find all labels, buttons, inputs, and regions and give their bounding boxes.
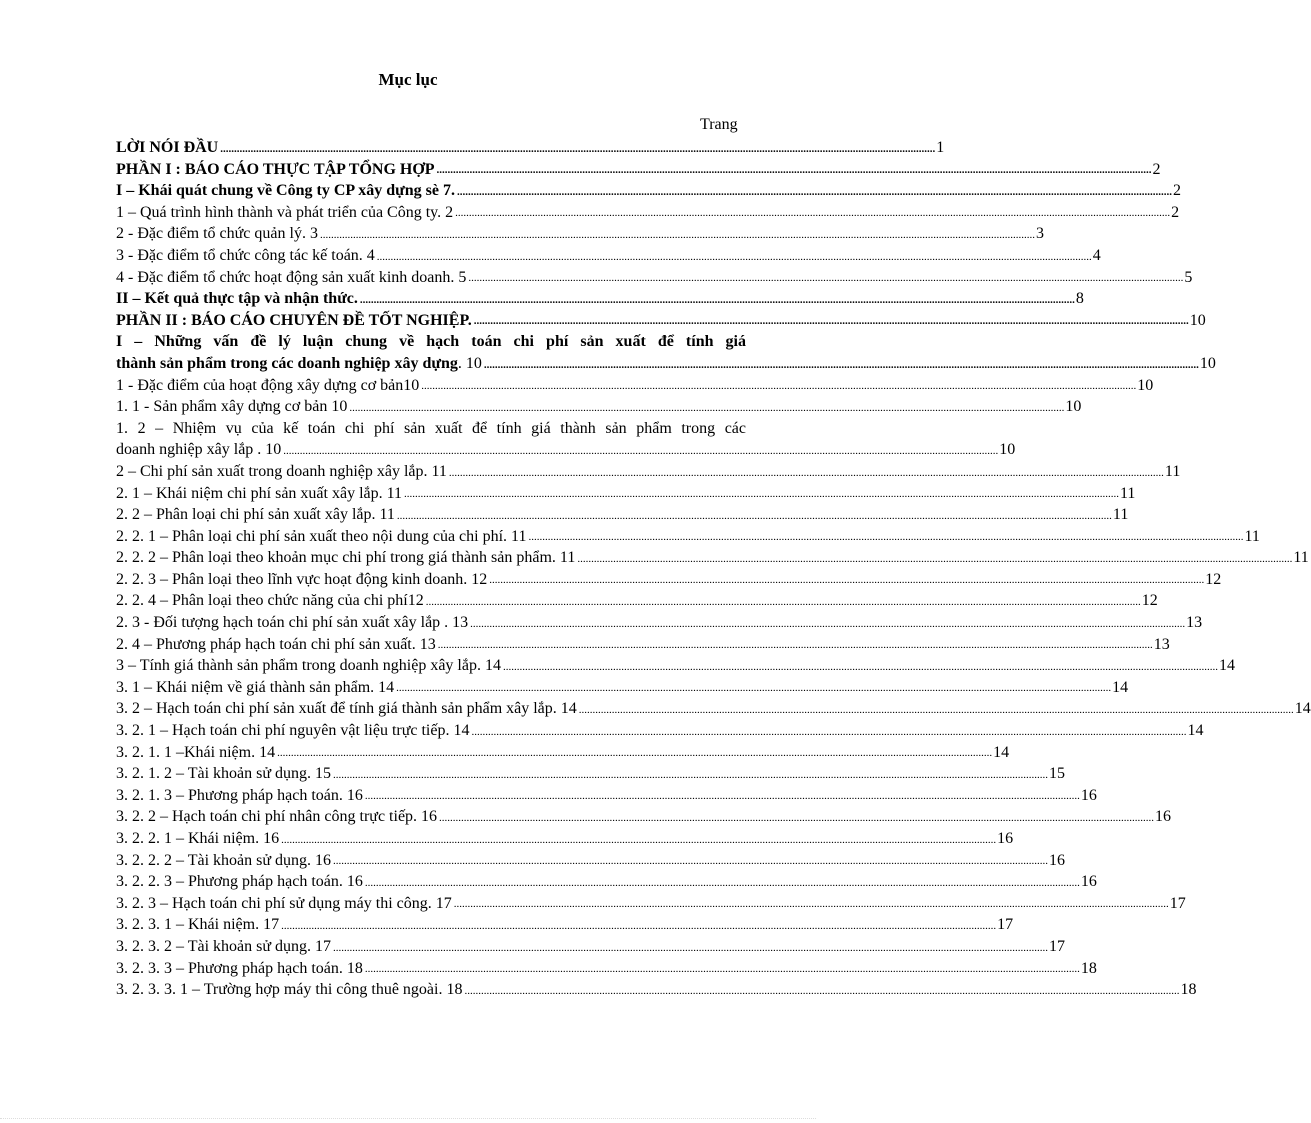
toc-entry[interactable]	[116, 288, 1084, 310]
page-title: Mục lục	[378, 70, 438, 89]
dot-leader: ....................................................................................................................................................................................................................................................................	[470, 617, 1186, 630]
toc-entry-page-number: 2	[1152, 160, 1161, 178]
toc-entry-page-number: 17	[1049, 937, 1066, 955]
toc-entry[interactable]	[116, 461, 1181, 483]
toc-entry-title: 3. 2. 3. 2 – Tài khoản sử dụng. 17	[116, 937, 332, 955]
dot-leader: ....................................................................................................................................................................................................................................................................	[283, 444, 999, 457]
toc-entry-title: 2. 2. 2 – Phân loại theo khoản mục chi phí trong giá thành sản phẩm. 11	[116, 549, 576, 567]
toc-entry-title: 2 – Chi phí sản xuất trong doanh nghiệp xây lắp. 11	[116, 462, 447, 480]
toc-entry[interactable]	[116, 202, 1180, 224]
toc-entry-page-number: 10	[1189, 311, 1206, 329]
toc-entry[interactable]	[116, 914, 1014, 936]
toc-entry[interactable]	[116, 267, 1193, 289]
toc-entry[interactable]	[116, 590, 1158, 612]
dot-leader: ....................................................................................................................................................................................................................................................................	[425, 596, 1141, 609]
toc-entry[interactable]	[116, 806, 1172, 828]
dot-leader: ....................................................................................................................................................................................................................................................................	[349, 401, 1065, 414]
dot-leader: ....................................................................................................................................................................................................................................................................	[333, 855, 1049, 868]
toc-entry-title: 3 – Tính giá thành sản phẩm trong doanh nghiệp xây lắp. 14	[116, 657, 501, 675]
toc-entry-title: 2. 1 – Khái niệm chi phí sản xuất xây lắp. 11	[116, 484, 403, 502]
toc-entry[interactable]	[116, 547, 1309, 569]
page-column-header: Trang	[700, 116, 738, 133]
toc-entry[interactable]	[116, 655, 1235, 677]
toc-entry-page-number: 16	[1155, 808, 1172, 826]
dot-leader: ....................................................................................................................................................................................................................................................................	[376, 250, 1092, 263]
toc-entry[interactable]	[116, 634, 1170, 656]
dot-leader: ....................................................................................................................................................................................................................................................................	[277, 747, 993, 760]
dot-leader: ....................................................................................................................................................................................................................................................................	[364, 876, 1080, 889]
dot-leader: ....................................................................................................................................................................................................................................................................	[577, 552, 1293, 565]
dot-leader: ....................................................................................................................................................................................................................................................................	[364, 963, 1080, 976]
toc-entry-title: 2 - Đặc điểm tổ chức quản lý. 3	[116, 225, 318, 243]
dot-leader: ....................................................................................................................................................................................................................................................................	[364, 790, 1080, 803]
toc-entry-title: 3. 2. 2. 2 – Tài khoản sử dụng. 16	[116, 851, 332, 869]
toc-entry[interactable]	[116, 483, 1136, 505]
dot-leader: ....................................................................................................................................................................................................................................................................	[319, 228, 1035, 241]
toc-entry-title: 3 - Đặc điểm tổ chức công tác kế toán. 4	[116, 246, 375, 264]
dot-leader: ....................................................................................................................................................................................................................................................................	[457, 185, 1172, 198]
toc-entry[interactable]	[116, 698, 1311, 720]
toc-entry-title: 4 - Đặc điểm tổ chức hoạt động sản xuất kinh doanh. 5	[116, 268, 467, 286]
toc-entry[interactable]	[116, 180, 1181, 202]
toc-entry[interactable]	[116, 159, 1161, 181]
toc-entry-title: 3. 2. 3 – Hạch toán chi phí sử dụng máy thi công. 17	[116, 894, 452, 912]
toc-entry-title: I – Khái quát chung về Công ty CP xây dựng sè 7.	[116, 182, 455, 200]
toc-entry-title: 2. 2. 1 – Phân loại chi phí sản xuất theo nội dung của chi phí. 11	[116, 527, 527, 545]
toc-entry-title: 2. 2. 4 – Phân loại theo chức năng của chi phí12	[116, 592, 424, 610]
toc-entry-title: 2. 2. 3 – Phân loại theo lĩnh vực hoạt động kinh doanh. 12	[116, 570, 488, 588]
toc-entry-title-line1: I – Những vấn đề lý luận chung về hạch toán chi phí sản xuất để tính giá	[116, 333, 746, 351]
toc-entry-page-number: 11	[1112, 506, 1129, 524]
table-of-contents	[116, 137, 1311, 1001]
toc-entry[interactable]	[116, 418, 1016, 461]
toc-entry-page-number: 16	[997, 830, 1014, 847]
toc-entry[interactable]	[116, 936, 1066, 958]
dot-leader: ....................................................................................................................................................................................................................................................................	[502, 660, 1218, 673]
toc-entry-page-number: 1	[936, 139, 945, 156]
toc-entry-page-number: 13	[1186, 614, 1203, 632]
toc-entry[interactable]	[116, 526, 1260, 548]
dot-leader: ....................................................................................................................................................................................................................................................................	[359, 293, 1075, 306]
toc-entry[interactable]	[116, 504, 1129, 526]
dot-leader: ....................................................................................................................................................................................................................................................................	[333, 941, 1049, 954]
toc-entry[interactable]	[116, 569, 1222, 591]
toc-entry-page-number: 18	[1080, 959, 1097, 977]
toc-entry[interactable]	[116, 828, 1014, 850]
toc-entry-title: 3. 2. 3. 3. 1 – Trường hợp máy thi công thuê ngoài. 18	[116, 981, 463, 999]
toc-entry[interactable]	[116, 720, 1204, 742]
toc-entry[interactable]	[116, 958, 1097, 980]
toc-entry[interactable]	[116, 396, 1082, 418]
toc-entry-title: 1 - Đặc điểm của hoạt động xây dựng cơ bản10	[116, 376, 420, 394]
dot-leader: ....................................................................................................................................................................................................................................................................	[281, 833, 997, 846]
toc-entry[interactable]	[116, 893, 1186, 915]
toc-entry[interactable]	[116, 331, 1216, 374]
toc-entry-page-number: 8	[1075, 290, 1084, 308]
toc-entry-page-number: 14	[1187, 722, 1204, 740]
toc-entry-page-number: 14	[1218, 657, 1235, 675]
toc-entry-title: PHẦN II : BÁO CÁO CHUYÊN ĐỀ TỐT NGHIỆP.	[116, 311, 472, 329]
dot-leader: ....................................................................................................................................................................................................................................................................	[396, 682, 1112, 695]
toc-entry-page-number: 14	[1112, 678, 1129, 696]
toc-entry-page-number: 17	[997, 916, 1014, 934]
dot-leader: ....................................................................................................................................................................................................................................................................	[528, 531, 1244, 544]
toc-entry[interactable]	[116, 742, 1010, 764]
toc-entry-page-number: 16	[1049, 851, 1066, 869]
toc-entry-title: 1. 1 - Sản phẩm xây dựng cơ bản 10	[116, 398, 348, 416]
dot-leader: ....................................................................................................................................................................................................................................................................	[489, 574, 1205, 587]
toc-entry-page-number: 18	[1180, 981, 1197, 999]
dot-leader: ....................................................................................................................................................................................................................................................................	[483, 358, 1199, 371]
toc-entry-title: 2. 2 – Phân loại chi phí sản xuất xây lắp. 11	[116, 506, 395, 524]
toc-entry-title: 3. 2. 1. 2 – Tài khoản sử dụng. 15	[116, 765, 332, 783]
dot-leader: ....................................................................................................................................................................................................................................................................	[404, 488, 1120, 501]
toc-entry[interactable]	[116, 137, 945, 159]
dot-leader: ....................................................................................................................................................................................................................................................................	[473, 315, 1189, 328]
dot-leader: ....................................................................................................................................................................................................................................................................	[396, 509, 1112, 522]
dot-leader: ....................................................................................................................................................................................................................................................................	[455, 207, 1171, 220]
toc-entry-page-number: 5	[1184, 268, 1193, 286]
dot-leader: ....................................................................................................................................................................................................................................................................	[448, 466, 1164, 479]
dot-leader: ....................................................................................................................................................................................................................................................................	[471, 725, 1187, 738]
toc-entry-title-suffix: . 10	[457, 354, 482, 372]
dot-leader: ....................................................................................................................................................................................................................................................................	[333, 768, 1049, 781]
dot-leader: ....................................................................................................................................................................................................................................................................	[464, 984, 1180, 997]
page-bottom-divider	[0, 1118, 816, 1119]
toc-entry-title: 3. 2. 1 – Hạch toán chi phí nguyên vật liệu trực tiếp. 14	[116, 722, 470, 740]
toc-entry-page-number: 16	[1080, 873, 1097, 891]
toc-entry[interactable]	[116, 871, 1097, 893]
toc-entry[interactable]	[116, 310, 1206, 332]
toc-entry[interactable]	[116, 223, 1044, 245]
toc-entry[interactable]	[116, 245, 1101, 267]
toc-entry[interactable]	[116, 677, 1129, 699]
dot-leader: ....................................................................................................................................................................................................................................................................	[436, 164, 1152, 177]
toc-entry-page-number: 14	[993, 743, 1010, 761]
dot-leader: ....................................................................................................................................................................................................................................................................	[439, 812, 1155, 824]
toc-entry[interactable]	[116, 785, 1097, 807]
toc-entry-page-number: 17	[1169, 894, 1186, 912]
toc-entry-title: 1 – Quá trình hình thành và phát triển của Công ty. 2	[116, 203, 454, 221]
toc-entry-title: 3. 2. 2 – Hạch toán chi phí nhân công trực tiếp. 16	[116, 808, 438, 826]
toc-entry-title: 3. 2. 1. 3 – Phương pháp hạch toán. 16	[116, 786, 363, 804]
toc-entry[interactable]	[116, 979, 1197, 1001]
dot-leader: ....................................................................................................................................................................................................................................................................	[421, 380, 1137, 393]
toc-entry-page-number: 12	[1205, 570, 1222, 588]
toc-entry-title: 3. 2. 3. 1 – Khái niệm. 17	[116, 916, 280, 934]
dot-leader: ....................................................................................................................................................................................................................................................................	[468, 272, 1184, 285]
toc-entry-page-number: 13	[1153, 635, 1170, 653]
dot-leader: ....................................................................................................................................................................................................................................................................	[578, 704, 1294, 717]
toc-entry[interactable]	[116, 375, 1154, 397]
toc-entry-title: doanh nghiệp xây lắp . 10	[116, 441, 282, 459]
toc-entry-title: 3. 2. 2. 3 – Phương pháp hạch toán. 16	[116, 873, 363, 891]
toc-entry-page-number: 10	[999, 441, 1016, 459]
toc-entry-page-number: 15	[1049, 765, 1066, 783]
toc-entry-page-number: 2	[1173, 182, 1181, 200]
toc-entry-title-line1: 1. 2 – Nhiệm vụ của kế toán chi phí sản xuất để tính giá thành sản phẩm trong các	[116, 419, 746, 437]
dot-leader: ....................................................................................................................................................................................................................................................................	[453, 898, 1169, 911]
dot-leader: ....................................................................................................................................................................................................................................................................	[437, 639, 1153, 652]
toc-entry-page-number: 3	[1035, 225, 1044, 243]
toc-entry-page-number: 11	[1120, 484, 1136, 502]
toc-entry-title: II – Kết quả thực tập và nhận thức.	[116, 290, 358, 308]
toc-entry-title: LỜI NÓI ĐẦU	[116, 139, 219, 156]
toc-entry-page-number: 2	[1171, 203, 1180, 221]
toc-entry-page-number: 10	[1137, 376, 1154, 394]
toc-entry-title: 3. 1 – Khái niệm về giá thành sản phẩm. 14	[116, 678, 395, 696]
toc-entry-page-number: 11	[1293, 549, 1309, 567]
toc-entry-title: 3. 2 – Hạch toán chi phí sản xuất để tính giá thành sản phẩm xây lắp. 14	[116, 700, 577, 718]
toc-entry[interactable]	[116, 763, 1066, 785]
toc-entry-page-number: 4	[1092, 246, 1101, 264]
toc-entry-title: 2. 4 – Phương pháp hạch toán chi phí sản xuất. 13	[116, 635, 436, 653]
toc-entry-page-number: 10	[1199, 354, 1216, 372]
toc-entry-title: 3. 2. 2. 1 – Khái niệm. 16	[116, 830, 280, 847]
toc-entry-page-number: 11	[1164, 462, 1181, 480]
toc-entry-page-number: 14	[1294, 700, 1311, 718]
toc-entry-title: PHẦN I : BÁO CÁO THỰC TẬP TỔNG HỢP	[116, 160, 435, 178]
dot-leader: ....................................................................................................................................................................................................................................................................	[281, 919, 997, 932]
toc-entry[interactable]	[116, 612, 1203, 634]
toc-entry-title: thành sản phẩm trong các doanh nghiệp xây dựng	[116, 354, 458, 372]
dot-leader: ....................................................................................................................................................................................................................................................................	[220, 142, 936, 155]
toc-entry-page-number: 16	[1080, 786, 1097, 804]
toc-entry-page-number: 11	[1244, 527, 1260, 545]
toc-entry-title: 3. 2. 3. 3 – Phương pháp hạch toán. 18	[116, 959, 363, 977]
toc-entry[interactable]	[116, 850, 1066, 872]
toc-entry-title: 2. 3 - Đối tượng hạch toán chi phí sản xuất xây lắp . 13	[116, 614, 469, 632]
toc-entry-title: 3. 2. 1. 1 –Khái niệm. 14	[116, 743, 276, 761]
toc-entry-page-number: 12	[1141, 592, 1158, 610]
toc-entry-page-number: 10	[1065, 398, 1082, 416]
